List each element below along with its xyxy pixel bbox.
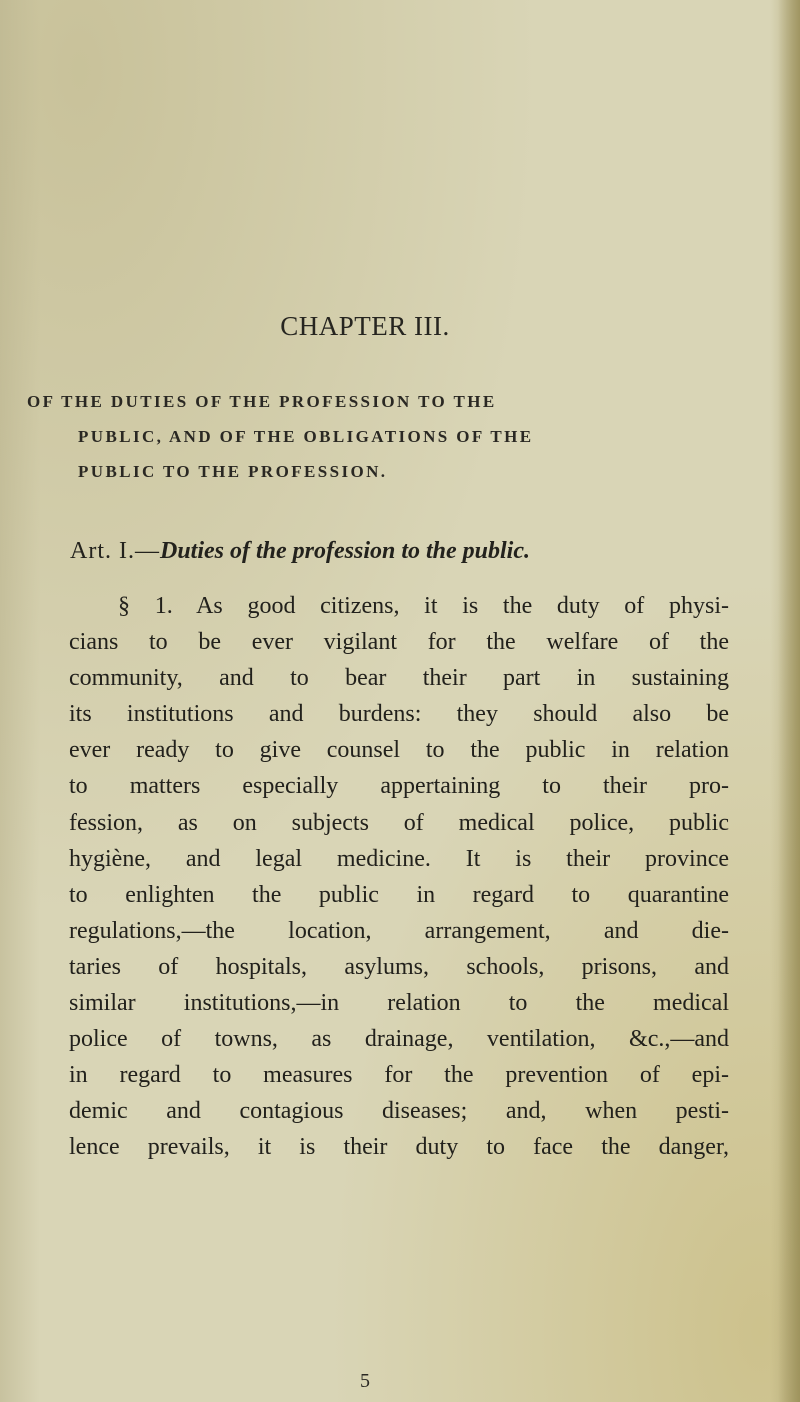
- page-number: 5: [360, 1370, 370, 1392]
- page-edge-shadow: [778, 0, 800, 1402]
- text-line: lence prevails, it is their duty to face the danger,: [69, 1134, 729, 1161]
- text-line: police of towns, as drainage, ventilation, &c.,—and: [69, 1026, 729, 1053]
- text-line: community, and to bear their part in sustaining: [69, 665, 729, 692]
- text-line: cians to be ever vigilant for the welfare of the: [69, 629, 729, 656]
- text-line: similar institutions,—in relation to the medical: [69, 990, 729, 1017]
- article-title: Duties of the profession to the public.: [159, 538, 531, 564]
- text-line: fession, as on subjects of medical police, public: [69, 809, 729, 836]
- text-line: ever ready to give counsel to the public in relation: [69, 737, 729, 764]
- text-line: hygiène, and legal medicine. It is their province: [69, 845, 729, 872]
- chapter-subtitle-line: PUBLIC TO THE PROFESSION.: [78, 462, 388, 481]
- chapter-subtitle-line: OF THE DUTIES OF THE PROFESSION TO THE: [27, 392, 497, 411]
- article-label: Art. I.—: [70, 538, 160, 564]
- text-line: to enlighten the public in regard to quarantine: [69, 881, 729, 908]
- chapter-subtitle: [0, 384, 720, 489]
- text-line: demic and contagious diseases; and, when pesti-: [69, 1098, 729, 1125]
- chapter-subtitle-line: PUBLIC, AND OF THE OBLIGATIONS OF THE: [78, 427, 534, 446]
- text-line: taries of hospitals, asylums, schools, prisons, and: [69, 953, 729, 980]
- text-line: its institutions and burdens: they should also be: [69, 701, 729, 728]
- article-heading: [70, 538, 530, 565]
- text-line: in regard to measures for the prevention of epi-: [69, 1062, 729, 1089]
- text-line: to matters especially appertaining to their pro-: [69, 773, 729, 800]
- text-line: § 1. As good citizens, it is the duty of physi-: [118, 593, 729, 619]
- chapter-title: CHAPTER III.: [280, 311, 450, 341]
- body-paragraph: [49, 588, 729, 1166]
- text-line: regulations,—the location, arrangement, and die-: [69, 917, 729, 944]
